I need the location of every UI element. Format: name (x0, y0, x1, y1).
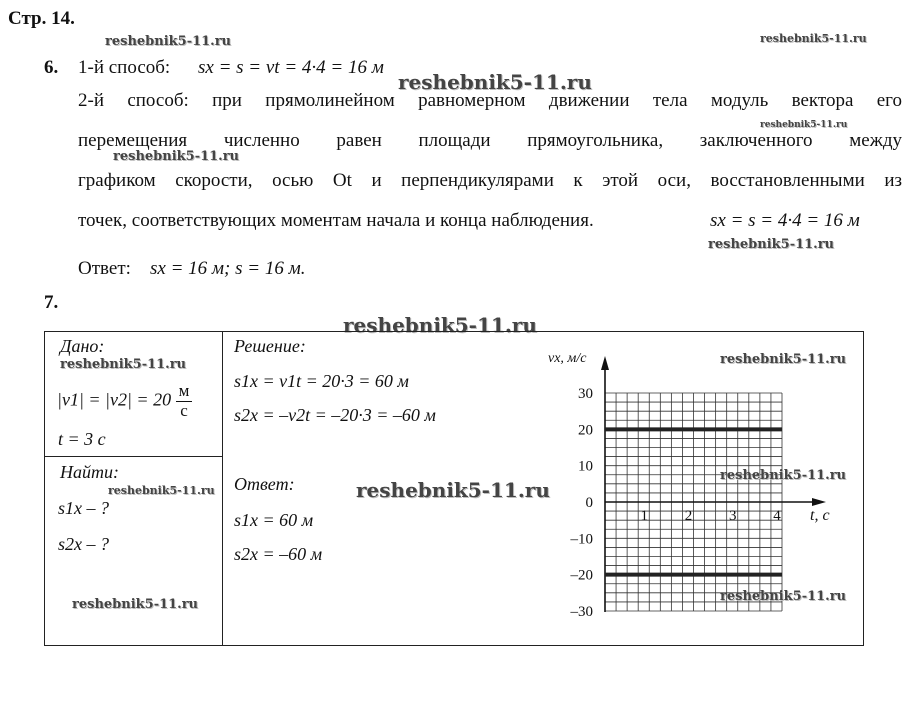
watermark: reshebnik5-11.ru (760, 120, 848, 130)
find-item: s2x – ? (58, 534, 109, 554)
task6-method2-line: графиком скорости, осью Ot и перпендикулярами к этой оси, восстановленными из (78, 170, 902, 191)
y-axis-arrow (601, 356, 609, 370)
task7-number: 7. (44, 292, 59, 313)
watermark: reshebnik5-11.ru (343, 313, 537, 337)
x-tick-label: 2 (684, 508, 693, 524)
watermark: reshebnik5-11.ru (720, 468, 847, 483)
find-label: Найти: (60, 462, 119, 482)
x-axis-label: t, с (810, 507, 830, 524)
x-tick-label: 3 (729, 508, 737, 524)
solution-label: Решение: (234, 336, 306, 356)
task6-method1-label: 1-й способ: (78, 57, 171, 78)
y-axis-label: vx, м/с (548, 351, 587, 366)
watermark: reshebnik5-11.ru (720, 589, 847, 604)
task6-number: 6. (44, 57, 59, 78)
given-time: t = 3 с (58, 429, 106, 449)
watermark: reshebnik5-11.ru (113, 149, 240, 164)
x-axis-arrow (812, 498, 826, 506)
find-item: s1x – ? (58, 498, 109, 518)
task6-answer-label: Ответ: (78, 258, 131, 279)
task6-method2-line: точек, соответствующих моментам начала и конца наблюдения. (78, 210, 594, 231)
y-tick-label: –10 (570, 531, 593, 548)
answer-line: s1x = 60 м (234, 510, 314, 530)
watermark: reshebnik5-11.ru (720, 352, 847, 367)
watermark: reshebnik5-11.ru (356, 478, 550, 502)
x-tick-label: 4 (773, 508, 781, 524)
task6-answer-formula: sx = 16 м; s = 16 м. (150, 258, 306, 279)
task6-method2-formula: sx = s = 4·4 = 16 м (710, 210, 860, 231)
y-tick-label: 20 (578, 422, 593, 439)
watermark: reshebnik5-11.ru (398, 70, 592, 94)
watermark: reshebnik5-11.ru (760, 32, 867, 45)
answer-line: s2x = –60 м (234, 544, 323, 564)
y-tick-label: –30 (570, 604, 593, 620)
speed-unit-num: м (176, 382, 193, 402)
watermark: reshebnik5-11.ru (72, 597, 199, 612)
y-tick-label: 10 (578, 458, 593, 475)
speed-unit-den: с (180, 400, 188, 420)
watermark: reshebnik5-11.ru (60, 357, 187, 372)
watermark: reshebnik5-11.ru (708, 237, 835, 252)
watermark: reshebnik5-11.ru (105, 34, 232, 49)
chart-labels (548, 351, 830, 620)
given-speed-eq: |v1| = |v2| = 20 (57, 389, 172, 410)
watermark: reshebnik5-11.ru (108, 484, 215, 497)
x-tick-label: 1 (640, 508, 648, 524)
y-tick-label: 0 (585, 495, 593, 511)
given-label: Дано: (60, 336, 105, 356)
task6-method2-line: перемещения численно равен площади прямоугольника, заключенного между (78, 130, 902, 151)
y-tick-label: –20 (570, 567, 593, 584)
task6-method1-formula: sx = s = vt = 4·4 = 16 м (198, 57, 384, 78)
answer-label: Ответ: (234, 474, 295, 494)
page-title: Стр. 14. (8, 8, 75, 29)
y-tick-label: 30 (578, 386, 593, 402)
solution-line: s1x = v1t = 20·3 = 60 м (234, 371, 409, 391)
task6-method2-line: 2-й способ: при прямолинейном равномерном движении тела модуль вектора его (78, 90, 902, 111)
solution-line: s2x = –v2t = –20·3 = –60 м (234, 405, 436, 425)
